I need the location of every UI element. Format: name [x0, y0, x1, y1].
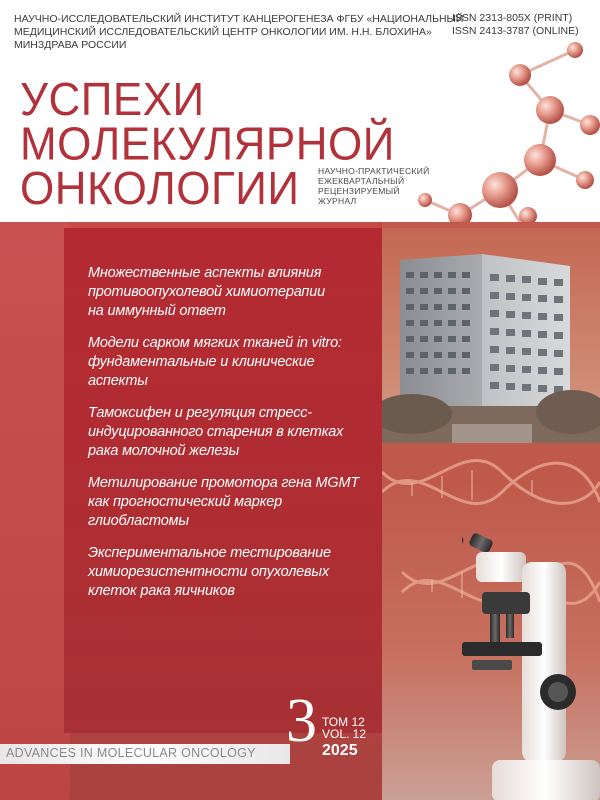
toc-item-line: Тамоксифен и регуляция стресс- [88, 405, 312, 421]
toc-item-line: фундаментальные и клинические [88, 354, 315, 370]
journal-description-line: НАУЧНО-ПРАКТИЧЕСКИЙ [318, 166, 430, 176]
toc-item-line: как прогностический маркер [88, 494, 282, 510]
publisher-line: МЕДИЦИНСКИЙ ИССЛЕДОВАТЕЛЬСКИЙ ЦЕНТР ОНКОЛОГИИ ИМ. Н.Н. БЛОХИНА» [14, 26, 432, 38]
issue-number: 3 [286, 687, 317, 755]
english-title: ADVANCES IN MOLECULAR ONCOLOGY [6, 746, 256, 760]
journal-title-line: МОЛЕКУЛЯРНОЙ [20, 118, 395, 171]
microscope-photo [462, 522, 600, 800]
toc-item [88, 474, 373, 531]
issue-meta [322, 716, 366, 760]
journal-description-line: РЕЦЕНЗИРУЕМЫЙ [318, 186, 400, 196]
toc-item-line: Модели сарком мягких тканей in vitro: [88, 335, 342, 351]
journal-title-line: ОНКОЛОГИИ [20, 162, 300, 215]
toc-item-line: Метилирование промотора гена MGMT [88, 475, 360, 491]
toc-item-line: клеток рака яичников [88, 583, 235, 599]
left-panel [0, 222, 70, 800]
issue-tom: ТОМ 12 [322, 715, 365, 729]
issn-block [452, 12, 579, 38]
publisher-line: МИНЗДРАВА РОССИИ [14, 39, 127, 51]
toc-item-line: индуцированного старения в клетках [88, 424, 344, 440]
journal-description-line: ЖУРНАЛ [318, 196, 357, 206]
table-of-contents [88, 264, 373, 614]
issue-year: 2025 [322, 742, 358, 759]
issn-print: ISSN 2313-805X (PRINT) [452, 12, 573, 24]
toc-item-line: Множественные аспекты влияния [88, 265, 322, 281]
toc-item-line: глиобластомы [88, 513, 189, 529]
toc-item [88, 334, 373, 391]
molecule-graphic [400, 40, 600, 222]
institute-building-photo [382, 228, 600, 443]
issn-online: ISSN 2413-3787 (ONLINE) [452, 25, 579, 37]
toc-item-line: на иммунный ответ [88, 303, 226, 319]
toc-item-line: химиорезистентности опухолевых [88, 564, 329, 580]
toc-item-line: рака молочной железы [88, 443, 240, 459]
issue-vol: VOL. 12 [322, 727, 367, 741]
toc-item-line: аспекты [88, 373, 148, 389]
toc-item [88, 544, 373, 601]
journal-description [318, 166, 430, 206]
publisher-line: НАУЧНО-ИССЛЕДОВАТЕЛЬСКИЙ ИНСТИТУТ КАНЦЕРОГЕНЕЗА ФГБУ «НАЦИОНАЛЬНЫЙ [14, 13, 464, 25]
toc-item-line: Экспериментальное тестирование [88, 545, 331, 561]
journal-title-line: УСПЕХИ [20, 73, 205, 126]
toc-item [88, 404, 373, 461]
toc-item [88, 264, 373, 321]
toc-item-line: противоопухолевой химиотерапии [88, 284, 325, 300]
journal-description-line: ЕЖЕКВАРТАЛЬНЫЙ [318, 176, 405, 186]
publisher-info [14, 13, 464, 52]
